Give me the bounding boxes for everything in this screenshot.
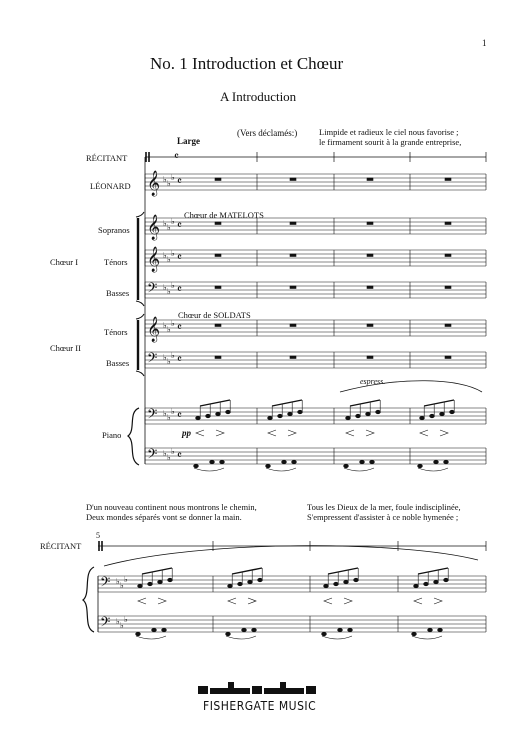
staff-basses-2 xyxy=(145,352,486,368)
note-head xyxy=(298,410,303,414)
common-time-icon: 𝄴 xyxy=(177,283,182,296)
section-subtitle: A Introduction xyxy=(220,89,297,104)
note-head xyxy=(322,632,327,636)
note-head xyxy=(228,584,233,588)
note-head xyxy=(414,584,419,588)
whole-rest-icon xyxy=(445,254,451,257)
flat-icon: ♭ xyxy=(171,447,175,456)
flat-icon: ♭ xyxy=(171,249,175,258)
whole-rest-icon xyxy=(215,222,221,225)
whole-rest-icon xyxy=(445,286,451,289)
note-head xyxy=(424,582,429,586)
bass-clef-icon: 𝄢 xyxy=(100,574,111,593)
treble-clef-icon: 𝄞 xyxy=(147,247,161,272)
flat-icon: ♭ xyxy=(120,621,124,630)
whole-rest-icon xyxy=(215,254,221,257)
flat-icon: ♭ xyxy=(171,173,175,182)
flat-icon: ♭ xyxy=(171,281,175,290)
bass-clef-icon: 𝄢 xyxy=(147,350,158,369)
common-time-icon: 𝄴 xyxy=(177,175,182,188)
piano-brace-2 xyxy=(83,567,94,632)
note-head xyxy=(238,582,243,586)
whole-rest-icon xyxy=(445,356,451,359)
note-head xyxy=(344,464,349,468)
flat-icon: ♭ xyxy=(163,175,167,184)
staff-label-sopranos: Sopranos xyxy=(98,225,130,235)
hairpin-icon xyxy=(420,430,448,436)
note-head xyxy=(210,460,215,464)
flat-icon: ♭ xyxy=(167,453,171,462)
flat-icon: ♭ xyxy=(163,353,167,362)
flat-icon: ♭ xyxy=(120,581,124,590)
flat-icon: ♭ xyxy=(116,577,120,586)
note-head xyxy=(226,632,231,636)
hairpin-icon xyxy=(228,598,256,604)
note-head xyxy=(354,578,359,582)
flat-icon: ♭ xyxy=(163,251,167,260)
common-time-icon: 𝄴 xyxy=(177,409,182,422)
hairpin-icon xyxy=(138,598,166,604)
staff-label-tenors-2: Ténors xyxy=(104,327,128,337)
staff-label-recitant: RÉCITANT xyxy=(86,153,128,163)
note-head xyxy=(360,460,365,464)
flat-icon: ♭ xyxy=(171,351,175,360)
whole-rest-icon xyxy=(445,324,451,327)
bass-clef-icon: 𝄢 xyxy=(147,406,158,425)
flat-icon: ♭ xyxy=(124,575,128,584)
choir2-group-label: Chœur II xyxy=(50,343,81,353)
hairpin-icon xyxy=(268,430,296,436)
staff-piano-treble xyxy=(145,408,486,424)
note-head xyxy=(346,416,351,420)
note-head xyxy=(138,584,143,588)
choir2-title: Chœur de SOLDATS xyxy=(178,310,251,320)
note-head xyxy=(438,628,443,632)
note-head xyxy=(266,464,271,468)
note-head xyxy=(434,580,439,584)
flat-icon: ♭ xyxy=(167,413,171,422)
bass-clef-icon: 𝄢 xyxy=(100,614,111,633)
verse-text-3: Tous les Dieux de la mer, foule indisciplinée, S'empressent d'assister à ce noble hymenée ; xyxy=(307,502,461,522)
whole-rest-icon xyxy=(445,222,451,225)
note-head xyxy=(430,414,435,418)
flat-icon: ♭ xyxy=(167,255,171,264)
treble-clef-icon: 𝄞 xyxy=(147,171,161,196)
staff-label-tenors-1: Ténors xyxy=(104,257,128,267)
note-head xyxy=(220,460,225,464)
flat-icon: ♭ xyxy=(124,615,128,624)
note-head xyxy=(292,460,297,464)
note-head xyxy=(282,460,287,464)
staff-label-basses-1: Basses xyxy=(106,288,130,298)
note-head xyxy=(252,628,257,632)
flat-icon: ♭ xyxy=(171,319,175,328)
note-head xyxy=(370,460,375,464)
note-head xyxy=(420,416,425,420)
verse-text-1: Limpide et radieux le ciel nous favorise ; le firmament sourit à la grande entreprise, xyxy=(319,127,462,147)
note-head xyxy=(196,416,201,420)
flat-icon: ♭ xyxy=(116,617,120,626)
flat-icon: ♭ xyxy=(163,409,167,418)
expression-espress: espress. xyxy=(360,377,386,386)
whole-rest-icon xyxy=(367,286,373,289)
note-head xyxy=(278,414,283,418)
flat-icon: ♭ xyxy=(163,449,167,458)
note-head xyxy=(242,628,247,632)
treble-clef-icon: 𝄞 xyxy=(147,317,161,342)
hairpin-icon xyxy=(324,598,352,604)
note-head xyxy=(440,412,445,416)
bass-clef-icon: 𝄢 xyxy=(147,280,158,299)
flat-icon: ♭ xyxy=(167,287,171,296)
note-head xyxy=(376,410,381,414)
note-head xyxy=(366,412,371,416)
note-head xyxy=(428,628,433,632)
note-head xyxy=(206,414,211,418)
note-head xyxy=(248,580,253,584)
staff-tenors-1 xyxy=(145,250,486,266)
staff-label-leonard: LÉONARD xyxy=(90,181,131,191)
note-head xyxy=(412,632,417,636)
whole-rest-icon xyxy=(367,324,373,327)
note-head xyxy=(268,416,273,420)
whole-rest-icon xyxy=(367,356,373,359)
whole-rest-icon xyxy=(215,286,221,289)
common-time-icon: 𝄴 xyxy=(177,449,182,462)
staff-sopranos xyxy=(145,218,486,234)
whole-rest-icon xyxy=(290,222,296,225)
staff-tenors-2 xyxy=(145,320,486,336)
note-head xyxy=(288,412,293,416)
performance-direction: (Vers déclamés:) xyxy=(237,128,298,138)
flat-icon: ♭ xyxy=(167,357,171,366)
common-time-icon: 𝄴 xyxy=(177,321,182,334)
note-head xyxy=(334,582,339,586)
flat-icon: ♭ xyxy=(167,325,171,334)
flat-icon: ♭ xyxy=(163,219,167,228)
note-head xyxy=(344,580,349,584)
common-time-icon: 𝄴 xyxy=(177,251,182,264)
whole-rest-icon xyxy=(215,324,221,327)
flat-icon: ♭ xyxy=(171,217,175,226)
whole-rest-icon xyxy=(290,286,296,289)
whole-rest-icon xyxy=(215,178,221,181)
common-time-icon: 𝄴 xyxy=(177,219,182,232)
note-head xyxy=(348,628,353,632)
hairpin-icon xyxy=(196,430,224,436)
note-head xyxy=(168,578,173,582)
note-head xyxy=(158,580,163,584)
flat-icon: ♭ xyxy=(163,321,167,330)
note-head xyxy=(444,460,449,464)
staff-basses-1 xyxy=(145,282,486,298)
note-head xyxy=(152,628,157,632)
common-time-icon: 𝄴 xyxy=(174,150,179,163)
note-head xyxy=(324,584,329,588)
note-head xyxy=(162,628,167,632)
verse-text-2: D'un nouveau continent nous montrons le chemin, Deux mondes séparés vont se donner la main. xyxy=(86,502,257,522)
note-head xyxy=(338,628,343,632)
whole-rest-icon xyxy=(290,324,296,327)
whole-rest-icon xyxy=(367,254,373,257)
note-head xyxy=(356,414,361,418)
note-head xyxy=(450,410,455,414)
whole-rest-icon xyxy=(445,178,451,181)
whole-rest-icon xyxy=(367,178,373,181)
treble-clef-icon: 𝄞 xyxy=(147,215,161,240)
piano-brace xyxy=(128,408,139,465)
staff-label-basses-2: Basses xyxy=(106,358,130,368)
flat-icon: ♭ xyxy=(163,283,167,292)
publisher-name: FISHERGATE MUSIC xyxy=(203,699,317,713)
flat-icon: ♭ xyxy=(167,223,171,232)
note-head xyxy=(148,582,153,586)
choir1-group-label: Chœur I xyxy=(50,257,79,267)
whole-rest-icon xyxy=(290,254,296,257)
hairpin-icon xyxy=(346,430,374,436)
note-head xyxy=(226,410,231,414)
hairpin-icon xyxy=(414,598,442,604)
tempo-marking: Large xyxy=(177,136,200,146)
note-head xyxy=(194,464,199,468)
page-title: No. 1 Introduction et Chœur xyxy=(150,54,344,73)
staff-leonard xyxy=(145,174,486,190)
choir1-title: Chœur de MATELOTS xyxy=(184,210,264,220)
publisher-logo xyxy=(198,682,316,694)
staff-label-piano: Piano xyxy=(102,430,122,440)
whole-rest-icon xyxy=(367,222,373,225)
dynamic-pp: pp xyxy=(182,428,191,438)
note-head xyxy=(444,578,449,582)
flat-icon: ♭ xyxy=(171,407,175,416)
note-head xyxy=(216,412,221,416)
whole-rest-icon xyxy=(215,356,221,359)
measure-number: 5 xyxy=(96,531,100,540)
bass-clef-icon: 𝄢 xyxy=(147,446,158,465)
note-head xyxy=(258,578,263,582)
staff-label-recitant-2: RÉCITANT xyxy=(40,541,82,551)
whole-rest-icon xyxy=(290,178,296,181)
note-head xyxy=(434,460,439,464)
whole-rest-icon xyxy=(290,356,296,359)
flat-icon: ♭ xyxy=(167,179,171,188)
note-head xyxy=(418,464,423,468)
note-head xyxy=(136,632,141,636)
page-number: 1 xyxy=(482,38,487,48)
common-time-icon: 𝄴 xyxy=(177,353,182,366)
